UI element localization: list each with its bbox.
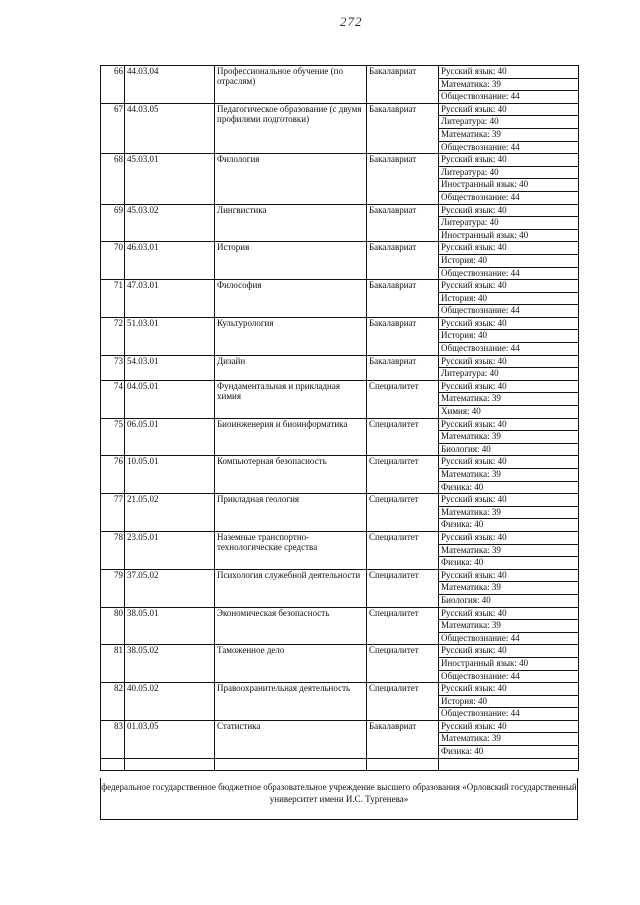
table-row	[101, 720, 579, 733]
program-name: Биоинженерия и биоинформатика	[215, 418, 367, 456]
program-name: Статистика	[215, 720, 367, 758]
program-name: Философия	[215, 280, 367, 318]
exam-requirement: Физика: 40	[439, 481, 579, 494]
program-code: 46.03.01	[125, 242, 215, 280]
education-level: Бакалавриат	[367, 720, 439, 758]
education-level: Бакалавриат	[367, 204, 439, 242]
exam-requirement: Математика: 39	[439, 128, 579, 141]
exam-requirement: Русский язык: 40	[439, 103, 579, 116]
table-row	[101, 154, 579, 167]
exam-requirement: Русский язык: 40	[439, 317, 579, 330]
program-name: Таможенное дело	[215, 645, 367, 683]
program-code: 54.03.01	[125, 355, 215, 380]
row-number: 67	[101, 103, 125, 153]
exam-requirement: История: 40	[439, 254, 579, 267]
program-name: Правоохранительная деятельность	[215, 683, 367, 721]
exam-requirement: Иностранный язык: 40	[439, 179, 579, 192]
program-name: Лингвистика	[215, 204, 367, 242]
exam-requirement: Математика: 39	[439, 469, 579, 482]
education-level: Специалитет	[367, 569, 439, 607]
table-row	[101, 418, 579, 431]
program-code: 23.05.01	[125, 531, 215, 569]
exam-requirement: Биология: 40	[439, 443, 579, 456]
row-number: 73	[101, 355, 125, 380]
row-number: 80	[101, 607, 125, 645]
education-level: Специалитет	[367, 456, 439, 494]
exam-requirement: Физика: 40	[439, 557, 579, 570]
exam-requirement: Математика: 39	[439, 78, 579, 91]
exam-requirement: Математика: 39	[439, 393, 579, 406]
row-number: 74	[101, 380, 125, 418]
table-row	[101, 607, 579, 620]
exam-requirement: Литература: 40	[439, 368, 579, 381]
program-code: 47.03.01	[125, 280, 215, 318]
program-code: 06.05.01	[125, 418, 215, 456]
row-number: 81	[101, 645, 125, 683]
exam-requirement: Русский язык: 40	[439, 456, 579, 469]
education-level: Бакалавриат	[367, 355, 439, 380]
empty-cell	[101, 758, 125, 770]
exam-requirement: Литература: 40	[439, 166, 579, 179]
row-number: 77	[101, 494, 125, 532]
table-row	[101, 242, 579, 255]
empty-row	[101, 758, 579, 770]
education-level: Специалитет	[367, 531, 439, 569]
education-level: Специалитет	[367, 380, 439, 418]
exam-requirement: Математика: 39	[439, 506, 579, 519]
program-code: 44.03.05	[125, 103, 215, 153]
table-row	[101, 456, 579, 469]
exam-requirement: Русский язык: 40	[439, 720, 579, 733]
exam-requirement: История: 40	[439, 292, 579, 305]
program-name: Компьютерная безопасность	[215, 456, 367, 494]
row-number: 70	[101, 242, 125, 280]
program-name: Экономическая безопасность	[215, 607, 367, 645]
exam-requirement: Математика: 39	[439, 582, 579, 595]
exam-requirement: Русский язык: 40	[439, 380, 579, 393]
empty-cell	[125, 758, 215, 770]
table-row	[101, 569, 579, 582]
education-level: Специалитет	[367, 494, 439, 532]
table-row	[101, 380, 579, 393]
education-level: Бакалавриат	[367, 154, 439, 204]
table-row	[101, 280, 579, 293]
table-row	[101, 103, 579, 116]
program-code: 45.03.02	[125, 204, 215, 242]
exam-requirement: История: 40	[439, 330, 579, 343]
program-code: 21.05.02	[125, 494, 215, 532]
empty-cell	[439, 758, 579, 770]
exam-requirement: Русский язык: 40	[439, 355, 579, 368]
program-code: 10.05.01	[125, 456, 215, 494]
exam-requirement: Физика: 40	[439, 519, 579, 532]
program-code: 01.03.05	[125, 720, 215, 758]
program-name: Наземные транспортно-технологические средства	[215, 531, 367, 569]
education-level: Бакалавриат	[367, 66, 439, 104]
exam-requirement: Обществознание: 44	[439, 343, 579, 356]
program-name: Профессиональное обучение (по отраслям)	[215, 66, 367, 104]
program-code: 40.05.02	[125, 683, 215, 721]
table-row	[101, 66, 579, 79]
row-number: 75	[101, 418, 125, 456]
programs-table	[100, 65, 579, 771]
row-number: 71	[101, 280, 125, 318]
program-name: Дизайн	[215, 355, 367, 380]
education-level: Бакалавриат	[367, 242, 439, 280]
program-code: 44.03.04	[125, 66, 215, 104]
table-row	[101, 204, 579, 217]
exam-requirement: Русский язык: 40	[439, 242, 579, 255]
program-code: 51.03.01	[125, 317, 215, 355]
exam-requirement: Обществознание: 44	[439, 191, 579, 204]
program-code: 38.05.02	[125, 645, 215, 683]
program-code: 38.05.01	[125, 607, 215, 645]
exam-requirement: Математика: 39	[439, 733, 579, 746]
exam-requirement: Обществознание: 44	[439, 708, 579, 721]
program-name: Прикладная геология	[215, 494, 367, 532]
education-level: Бакалавриат	[367, 317, 439, 355]
exam-requirement: Русский язык: 40	[439, 154, 579, 167]
exam-requirement: Литература: 40	[439, 217, 579, 230]
exam-requirement: Русский язык: 40	[439, 531, 579, 544]
exam-requirement: Иностранный язык: 40	[439, 229, 579, 242]
page-number: 272	[340, 14, 363, 29]
exam-requirement: Математика: 39	[439, 431, 579, 444]
table-row	[101, 317, 579, 330]
exam-requirement: Физика: 40	[439, 746, 579, 759]
education-level: Специалитет	[367, 683, 439, 721]
exam-requirement: Обществознание: 44	[439, 305, 579, 318]
row-number: 72	[101, 317, 125, 355]
exam-requirement: Биология: 40	[439, 594, 579, 607]
exam-requirement: Обществознание: 44	[439, 267, 579, 280]
exam-requirement: Обществознание: 44	[439, 632, 579, 645]
education-level: Специалитет	[367, 418, 439, 456]
row-number: 76	[101, 456, 125, 494]
exam-requirement: Математика: 39	[439, 620, 579, 633]
exam-requirement: Русский язык: 40	[439, 418, 579, 431]
university-footer: федеральное государственное бюджетное образовательное учреждение высшего образования «Орловский государственный университет имени И.С. Тургенева»	[100, 778, 578, 820]
exam-requirement: Русский язык: 40	[439, 204, 579, 217]
row-number: 82	[101, 683, 125, 721]
row-number: 68	[101, 154, 125, 204]
program-code: 04.05.01	[125, 380, 215, 418]
exam-requirement: Обществознание: 44	[439, 141, 579, 154]
program-code: 37.05.02	[125, 569, 215, 607]
program-name: Культурология	[215, 317, 367, 355]
program-name: Фундаментальная и прикладная химия	[215, 380, 367, 418]
program-name: История	[215, 242, 367, 280]
exam-requirement: История: 40	[439, 695, 579, 708]
exam-requirement: Химия: 40	[439, 406, 579, 419]
table-row	[101, 645, 579, 658]
exam-requirement: Русский язык: 40	[439, 569, 579, 582]
exam-requirement: Математика: 39	[439, 544, 579, 557]
exam-requirement: Обществознание: 44	[439, 670, 579, 683]
row-number: 78	[101, 531, 125, 569]
education-level: Специалитет	[367, 607, 439, 645]
row-number: 83	[101, 720, 125, 758]
exam-requirement: Русский язык: 40	[439, 607, 579, 620]
table-row	[101, 531, 579, 544]
program-name: Педагогическое образование (с двумя профилями подготовки)	[215, 103, 367, 153]
empty-cell	[367, 758, 439, 770]
row-number: 79	[101, 569, 125, 607]
education-level: Бакалавриат	[367, 280, 439, 318]
exam-requirement: Русский язык: 40	[439, 494, 579, 507]
exam-requirement: Русский язык: 40	[439, 645, 579, 658]
exam-requirement: Обществознание: 44	[439, 91, 579, 104]
exam-requirement: Иностранный язык: 40	[439, 657, 579, 670]
exam-requirement: Русский язык: 40	[439, 280, 579, 293]
row-number: 66	[101, 66, 125, 104]
empty-cell	[215, 758, 367, 770]
program-name: Филология	[215, 154, 367, 204]
table-row	[101, 355, 579, 368]
exam-requirement: Русский язык: 40	[439, 66, 579, 79]
program-code: 45.03.01	[125, 154, 215, 204]
education-level: Специалитет	[367, 645, 439, 683]
table-row	[101, 683, 579, 696]
exam-requirement: Литература: 40	[439, 116, 579, 129]
program-name: Психология служебной деятельности	[215, 569, 367, 607]
education-level: Бакалавриат	[367, 103, 439, 153]
exam-requirement: Русский язык: 40	[439, 683, 579, 696]
table-row	[101, 494, 579, 507]
row-number: 69	[101, 204, 125, 242]
